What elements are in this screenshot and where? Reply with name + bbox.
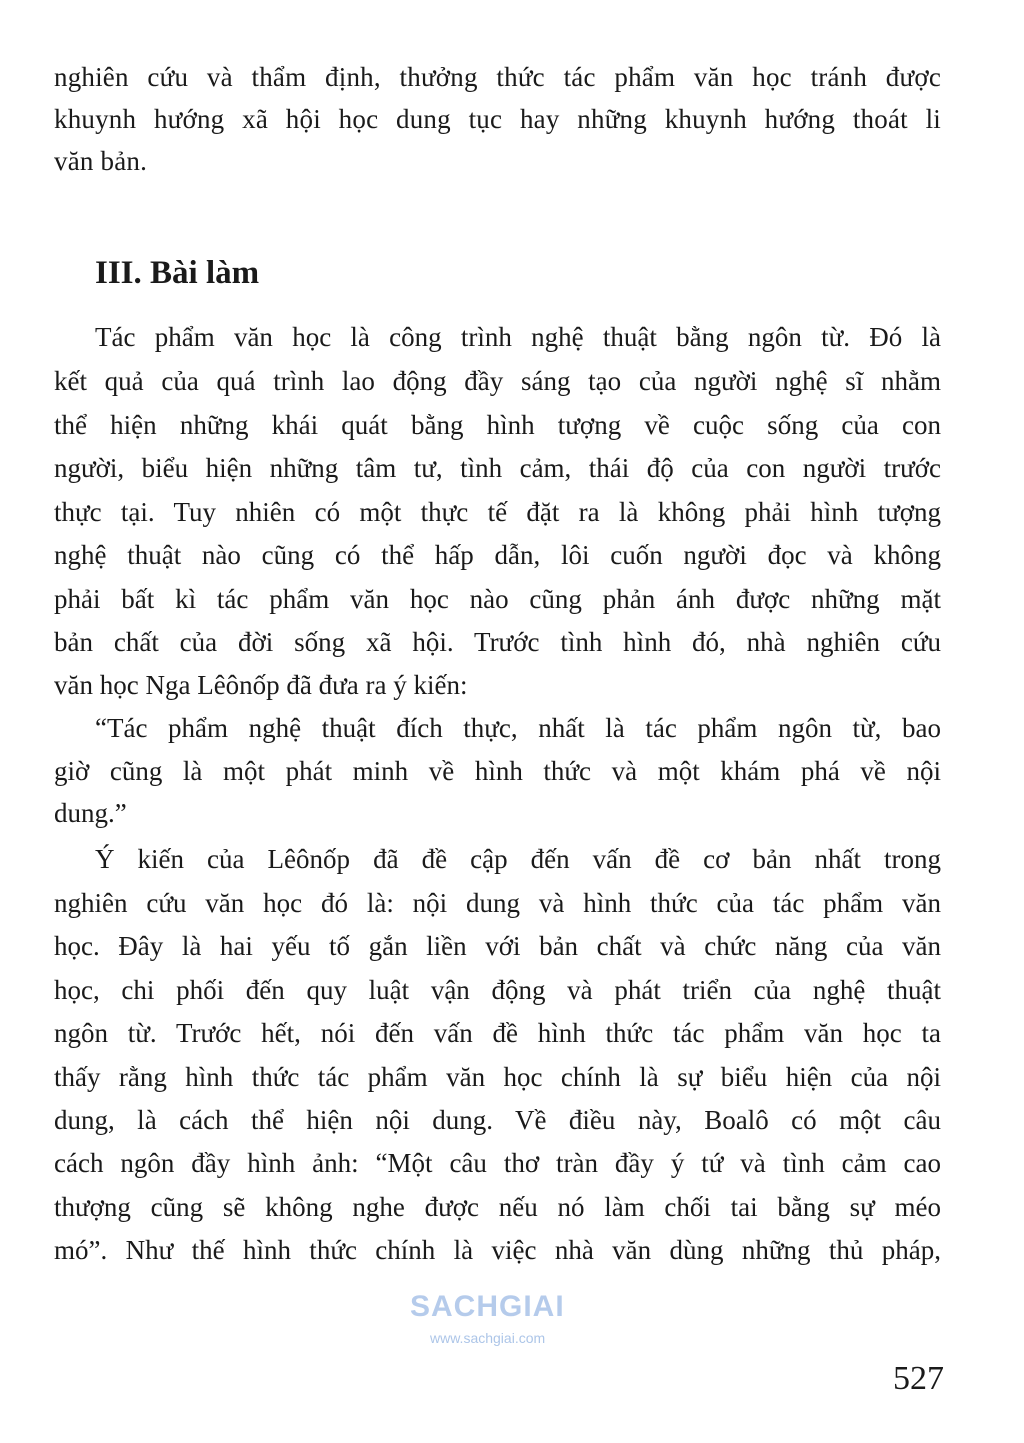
text-line: Tác phẩm văn học là công trình nghệ thuật bằng ngôn từ. Đó là bbox=[95, 322, 941, 352]
section-heading: III. Bài làm bbox=[95, 255, 260, 291]
watermark-brand: SACHGIAI bbox=[410, 1290, 565, 1323]
text-line: “Tác phẩm nghệ thuật đích thực, nhất là tác phẩm ngôn từ, bao bbox=[95, 713, 941, 743]
text-line: người, biểu hiện những tâm tư, tình cảm, thái độ của con người trước bbox=[54, 453, 941, 483]
text-line: thể hiện những khái quát bằng hình tượng về cuộc sống của con bbox=[54, 410, 941, 440]
watermark-url: www.sachgiai.com bbox=[430, 1330, 546, 1346]
text-line: Ý kiến của Lêônốp đã đề cập đến vấn đề cơ bản nhất trong bbox=[95, 844, 941, 874]
text-line: kết quả của quá trình lao động đầy sáng tạo của người nghệ sĩ nhằm bbox=[54, 366, 941, 396]
text-line: cách ngôn đầy hình ảnh: “Một câu thơ tràn đầy ý tứ và tình cảm cao bbox=[54, 1148, 941, 1178]
text-line: ngôn từ. Trước hết, nói đến vấn đề hình thức tác phẩm văn học ta bbox=[54, 1018, 941, 1048]
text-line: dung.” bbox=[54, 798, 127, 828]
text-line: thực tại. Tuy nhiên có một thực tế đặt ra là không phải hình tượng bbox=[54, 497, 941, 527]
text-line: phải bất kì tác phẩm văn học nào cũng phản ánh được những mặt bbox=[54, 584, 941, 614]
text-line: nghiên cứu và thẩm định, thưởng thức tác phẩm văn học tránh được bbox=[54, 62, 941, 92]
text-line: văn bản. bbox=[54, 146, 148, 176]
text-line: mó”. Như thế hình thức chính là việc nhà văn dùng những thủ pháp, bbox=[54, 1235, 941, 1265]
text-line: học. Đây là hai yếu tố gắn liền với bản chất và chức năng của văn bbox=[54, 931, 941, 961]
text-line: bản chất của đời sống xã hội. Trước tình hình đó, nhà nghiên cứu bbox=[54, 627, 941, 657]
text-line: nghệ thuật nào cũng có thể hấp dẫn, lôi cuốn người đọc và không bbox=[54, 540, 941, 570]
text-line: giờ cũng là một phát minh về hình thức và một khám phá về nội bbox=[54, 756, 941, 786]
page-number: 527 bbox=[893, 1360, 944, 1397]
text-line: thượng cũng sẽ không nghe được nếu nó làm chối tai bằng sự méo bbox=[54, 1192, 941, 1222]
text-line: thấy rằng hình thức tác phẩm văn học chính là sự biểu hiện của nội bbox=[54, 1062, 941, 1092]
text-line: văn học Nga Lêônốp đã đưa ra ý kiến: bbox=[54, 670, 468, 700]
text-line: khuynh hướng xã hội học dung tục hay những khuynh hướng thoát li bbox=[54, 104, 941, 134]
text-line: học, chi phối đến quy luật vận động và phát triển của nghệ thuật bbox=[54, 975, 941, 1005]
text-line: dung, là cách thể hiện nội dung. Về điều này, Boalô có một câu bbox=[54, 1105, 941, 1135]
text-line: nghiên cứu văn học đó là: nội dung và hình thức của tác phẩm văn bbox=[54, 888, 941, 918]
watermark-logo bbox=[410, 1290, 630, 1360]
